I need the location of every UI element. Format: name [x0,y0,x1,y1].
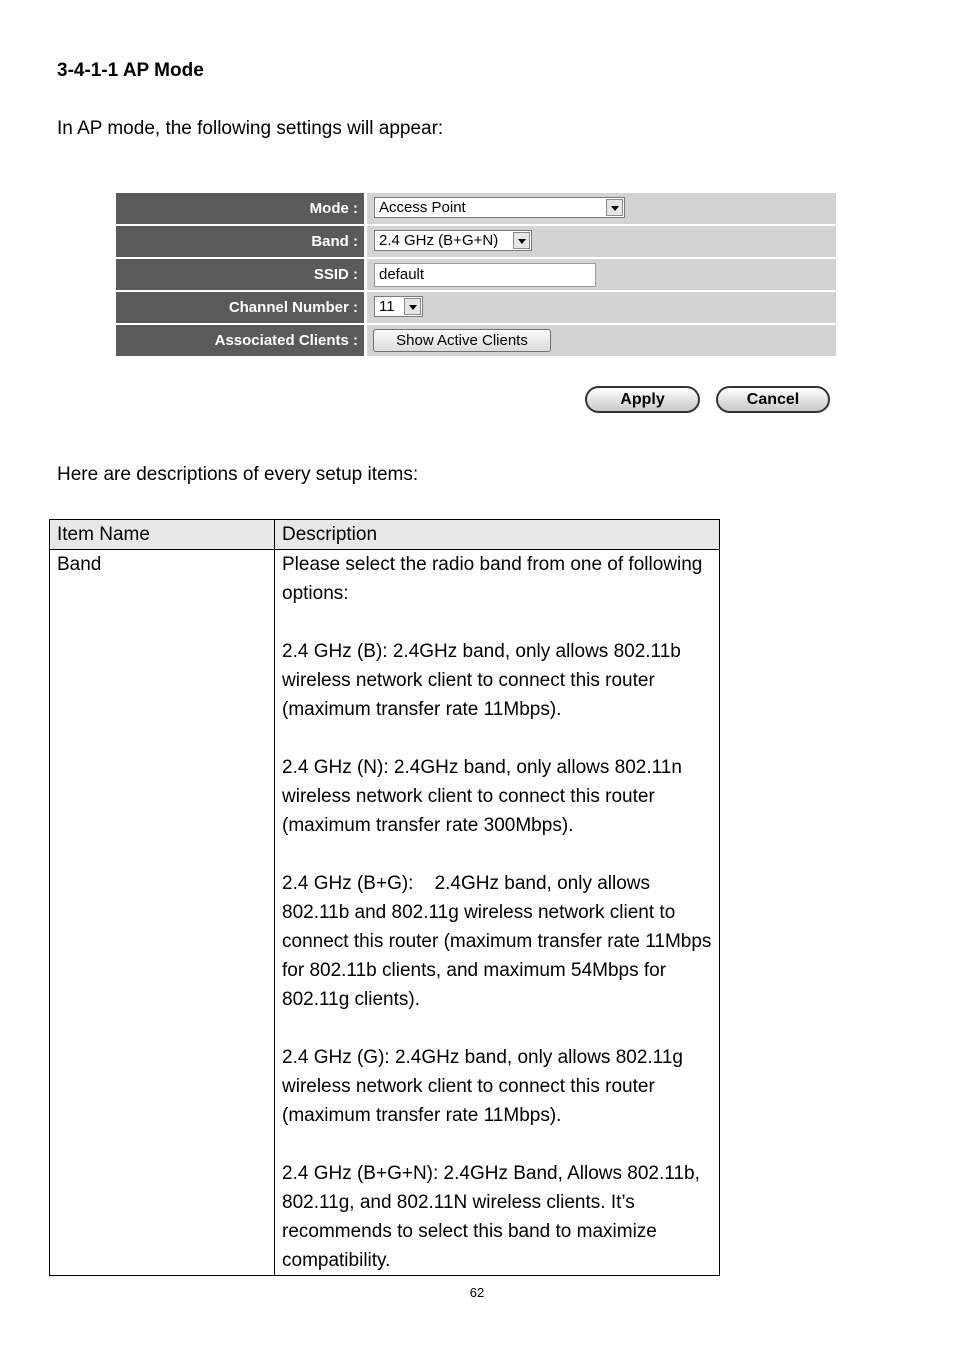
table-row [50,550,720,1276]
channel-row [116,292,836,323]
description-paragraph: 2.4 GHz (B): 2.4GHz band, only allows 802.11b wireless network client to connect this router (maximum transfer rate 11Mbps). [282,641,681,720]
clients-label: Associated Clients : [116,325,364,356]
band-select-value: 2.4 GHz (B+G+N) [379,232,499,249]
show-active-clients-button[interactable]: Show Active Clients [373,329,551,352]
mode-row [116,193,836,224]
description-cell [275,550,720,1276]
description-paragraph: 2.4 GHz (B+G): 2.4GHz band, only allows 802.11b and 802.11g wireless network client to connect this router (maximum transfer rate 11Mbps for 802.11b clients, and maximum 54Mbps for 802.11g clients). [282,873,717,1010]
band-select[interactable] [374,230,532,251]
description-paragraph: 2.4 GHz (N): 2.4GHz band, only allows 802.11n wireless network client to connect this router (maximum transfer rate 300Mbps). [282,757,682,836]
header-description: Description [275,520,720,550]
header-item-name: Item Name [50,520,275,550]
ssid-label: SSID : [116,259,364,290]
description-paragraph: Please select the radio band from one of following options: [282,554,703,604]
descriptions-intro: Here are descriptions of every setup items: [57,464,419,485]
chevron-down-icon[interactable] [513,232,530,249]
mode-label: Mode : [116,193,364,224]
channel-select-value: 11 [379,298,395,315]
mode-select[interactable] [374,197,625,218]
description-paragraph: 2.4 GHz (B+G+N): 2.4GHz Band, Allows 802.11b, 802.11g, and 802.11N wireless clients. It’s recommends to select this band to maximize compatibility. [282,1163,700,1271]
section-heading: 3-4-1-1 AP Mode [57,60,204,81]
channel-select[interactable] [374,296,423,317]
table-header-row [50,520,720,550]
chevron-down-icon[interactable] [404,298,421,315]
channel-label: Channel Number : [116,292,364,323]
apply-button[interactable]: Apply [585,386,700,413]
ssid-row [116,259,836,290]
mode-select-value: Access Point [379,199,466,216]
clients-row [116,325,836,356]
settings-panel [116,193,836,358]
description-paragraph: 2.4 GHz (G): 2.4GHz band, only allows 802.11g wireless network client to connect this router (maximum transfer rate 11Mbps). [282,1047,683,1126]
description-table [49,519,720,1276]
page-number: 62 [469,1285,485,1300]
band-row [116,226,836,257]
chevron-down-icon[interactable] [606,199,623,216]
item-name-cell: Band [50,550,275,1276]
ssid-input[interactable]: default [374,263,596,287]
band-label: Band : [116,226,364,257]
cancel-button[interactable]: Cancel [716,386,830,413]
intro-text: In AP mode, the following settings will appear: [57,118,444,139]
